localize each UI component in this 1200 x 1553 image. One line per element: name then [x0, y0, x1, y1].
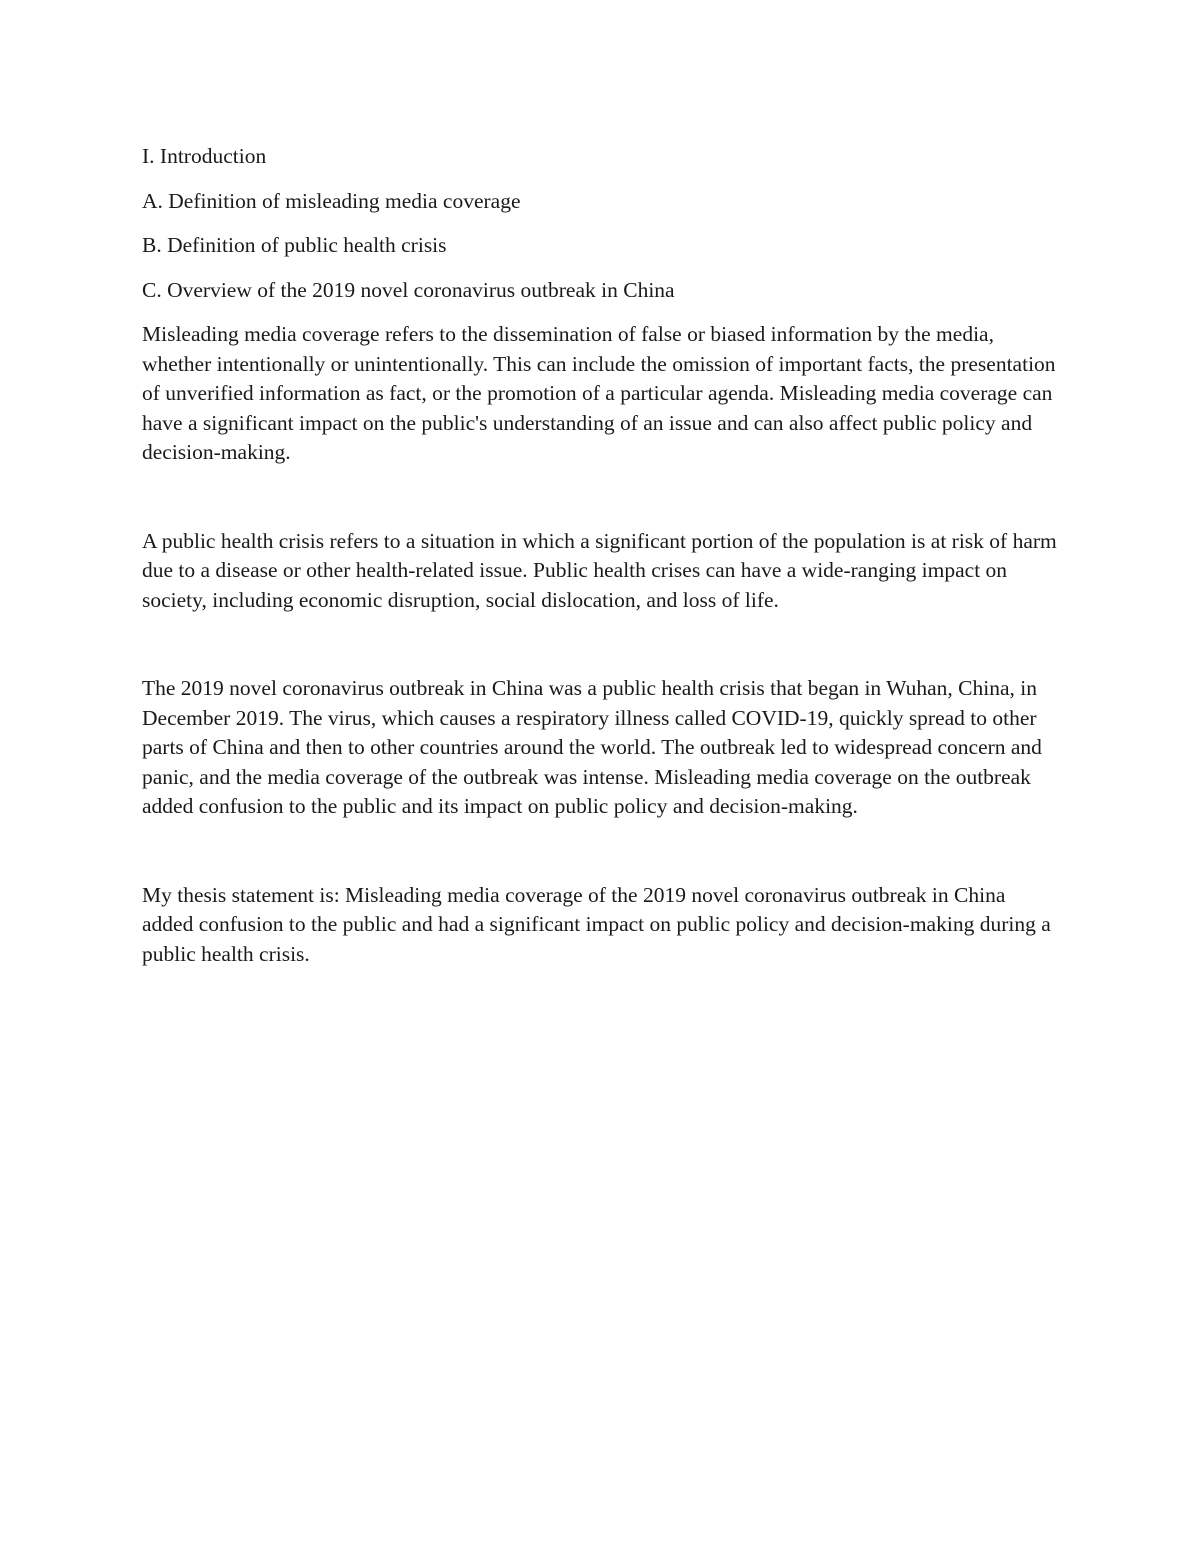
- outline-item-a: A. Definition of misleading media coverage: [142, 188, 521, 213]
- paragraph-spacer: [142, 615, 1062, 674]
- paragraph-public-health-crisis-definition: A public health crisis refers to a situation in which a significant portion of the population is at risk of harm due to a disease or other health-related issue. Public health crises can have a wide-ranging impact on society, including economic disruption, social dislocation, and loss of life.: [142, 528, 1057, 612]
- paragraph-spacer: [142, 468, 1062, 527]
- paragraph-misleading-media-definition: Misleading media coverage refers to the dissemination of false or biased information by the media, whether intentionally or unintentionally. This can include the omission of important facts, the presentation of unverified information as fact, or the promotion of a particular agenda. Misleading media coverage can have a significant impact on the public's understanding of an issue and can also affect public policy and decision-making.: [142, 322, 1056, 464]
- outline-item-b: B. Definition of public health crisis: [142, 233, 447, 257]
- outline-item-c: C. Overview of the 2019 novel coronavirus outbreak in China: [142, 277, 675, 302]
- paragraph-spacer: [142, 822, 1062, 881]
- document-body: [142, 142, 1062, 969]
- outline-heading-introduction: I. Introduction: [142, 144, 267, 168]
- paragraph-outbreak-overview: The 2019 novel coronavirus outbreak in China was a public health crisis that began in Wuhan, China, in December 2019. The virus, which causes a respiratory illness called COVID-19, quickly spread to other parts of China and then to other countries around the world. The outbreak led to widespread concern and panic, and the media coverage of the outbreak was intense. Misleading media coverage on the outbreak added confusion to the public and its impact on public policy and decision-making.: [142, 676, 1042, 818]
- paragraph-thesis-statement: My thesis statement is: Misleading media coverage of the 2019 novel coronavirus outbreak in China added confusion to the public and had a significant impact on public policy and decision-making during a public health crisis.: [142, 882, 1051, 966]
